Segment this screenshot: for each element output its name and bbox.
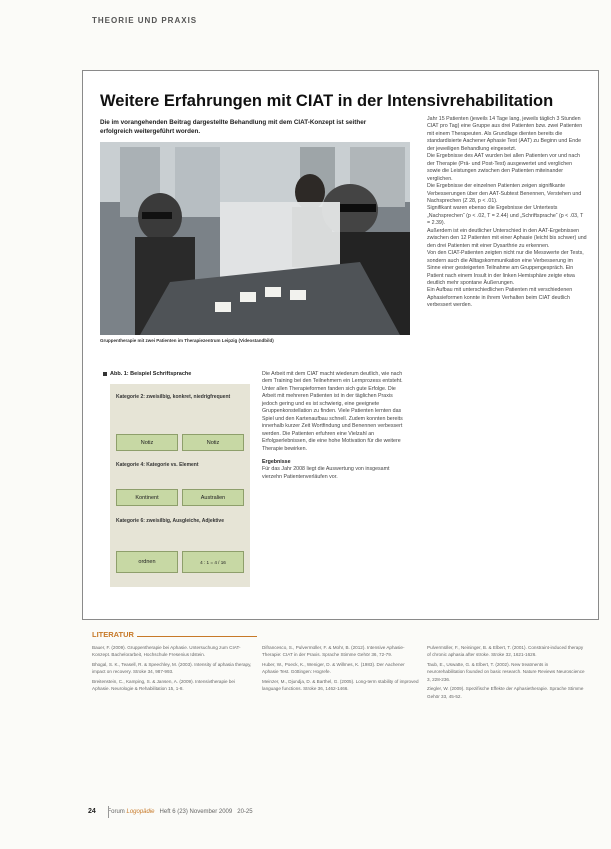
article-lead: Die im vorangehenden Beitrag dargestellte Behandlung mit dem CIAT-Konzept ist seither erfolgreich weitergeführt worden. bbox=[100, 119, 367, 135]
card-cell: Australien bbox=[182, 489, 244, 506]
category-heading: Kategorie 2: zweisilbig, konkret, niedrigfrequent bbox=[116, 394, 231, 400]
page-footer bbox=[88, 808, 253, 815]
paragraph: Die Ergebnisse des AAT wurden bei allen Patienten vor und nach der Therapie (Prä- und Post-Test) ausgewertet und verglichen sowie die Leistungen zwischen den Patienten miteinander verglichen. bbox=[427, 153, 580, 182]
magazine-brand: Logopädie bbox=[126, 809, 155, 815]
figure-label bbox=[103, 371, 191, 377]
card-cell: Notiz bbox=[182, 434, 244, 451]
literature-title: LITERATUR bbox=[92, 630, 134, 639]
paragraph: Jahr 15 Patienten (jeweils 14 Tage lang, jeweils täglich 3 Stunden CIAT pro Tag) eine Gruppe aus drei Patienten bzw. zwei Patienten mit einem Therapeuten. Als Grundlage dienten bereits die standardisierte Aachener Aphasie Test (AAT) zu Beginn und Ende der jeweiligen Behandlung eingesetzt. bbox=[427, 116, 583, 152]
results-heading: Ergebnisse bbox=[262, 458, 291, 465]
issue-info: Heft 6 (23) November 2009 bbox=[159, 809, 233, 815]
card-cell: Notiz bbox=[116, 434, 178, 451]
category-heading: Kategorie 4: Kategorie vs. Element bbox=[116, 462, 199, 468]
footer-divider bbox=[108, 806, 109, 818]
paragraph: Die Arbeit mit dem CIAT macht wiederum deutlich, wie nach dem Training bei den Teilnehmern ein Lernprozess entsteht. Unter allen Therapieformen fanden sich gute Erfolge. Die Arbeit mit mehreren Patienten ist in der täglichen Praxis jedoch gering und es ist schwierig, eine geeignete Gruppenkonstellation zu finden. Viele Patienten lernten das Spiel und den Kartenaufbau schnell. Zudem konnten bereits innerhalb kurzer Zeit Wortfindung und Benennen verbessert werden. Die Patienten erfuhren eine Vielzahl an Erfolgserlebnissen, die eine hohe Motivation für die weitere Therapie bewirken. bbox=[262, 371, 403, 452]
paragraph: Außerdem ist ein deutlicher Unterschied in den AAT-Ergebnissen zwischen den 12 Patienten mit einer Aphasie (leicht bis schwer) und den drei Patienten mit einer Dysarthrie zu erkennen. bbox=[427, 227, 587, 249]
paragraph: Für das Jahr 2008 liegt die Auswertung von insgesamt vierzehn Patientenverläufen vor. bbox=[262, 466, 390, 480]
article-title: Weitere Erfahrungen mit CIAT in der Intensivrehabilitation bbox=[100, 92, 554, 110]
reference: Meinzer, M., Djundja, D. & Barthel, G. (2005). Long-term stability of improved language functions. Stroke 36, 1462-1466. bbox=[262, 678, 419, 692]
page-number: 24 bbox=[88, 808, 96, 815]
paragraph: Signifikant waren ebenso die Ergebnisse der Untertests „Nachsprechen“ (p < .02, T = 2.44) und „Schriftsprache“ (p < .03, T = 2.39). bbox=[427, 205, 584, 227]
magazine-name: Forum bbox=[107, 809, 125, 815]
right-column-text bbox=[427, 116, 587, 310]
paragraph: Von den CIAT-Patienten zeigten nicht nur die Messwerte der Tests, sondern auch die Alltagskommunikation eine Verbesserung im Sinne einer gesteigerten Teilnahme am Gruppengespräch. Ein Patient nach einem Insult in der linken Hemisphäre zeigte etwa deutlich mehr spontane Äußerungen. bbox=[427, 250, 584, 286]
reference: Taub, E., Uswatte, G. & Elbert, T. (2002). New treatments in neurorehabilitation founded on basic research. Nature Reviews Neuroscience 3, 228-236. bbox=[427, 661, 585, 682]
fraction-cell: 4 : 1 = 4 / 16 bbox=[182, 551, 244, 573]
photo-caption: Gruppentherapie mit zwei Patienten im Therapiezentrum Leipzig (Videostandbild) bbox=[100, 338, 274, 343]
category-heading: Kategorie 6: zweisilbig, Ausgleiche, Adjektive bbox=[116, 518, 224, 524]
card-cell: ordnen bbox=[116, 551, 178, 573]
reference: Breitenstein, C., Kamping, S. & Jansen, A. (2009). Intensivtherapie bei Aphasie. Neurologie & Rehabilitation 15, 1-8. bbox=[92, 678, 235, 692]
literature-column-2 bbox=[262, 644, 422, 695]
literature-rule bbox=[137, 636, 257, 637]
figure-box bbox=[110, 384, 250, 587]
reference: Difrancesco, S., Pulvermüller, F. & Mohr, B. (2012). Intensive Aphasie-Therapie: CIAT in der Praxis. Sprache Stimme Gehör 36, 72-79. bbox=[262, 645, 405, 658]
card-cell: Kontinent bbox=[116, 489, 178, 506]
group-therapy-photo bbox=[100, 142, 410, 335]
paragraph: Ein Aufbau mit unterschiedlichen Patienten mit verschiedenen Aphasieformen konnte in ihrem Verhalten beim CIAT deutlich verbessert werden. bbox=[427, 287, 573, 309]
square-bullet-icon bbox=[103, 372, 107, 376]
reference: Ziegler, W. (2009). Spezifische Effekte der Aphasietherapie. Sprache Stimme Gehör 33, 45-52. bbox=[427, 686, 584, 699]
middle-column-text bbox=[262, 371, 407, 481]
reference: Pulvermüller, F., Neininger, B. & Elbert, T. (2001). Constraint-induced therapy of chronic aphasia after stroke. Stroke 32, 1621-1626. bbox=[427, 645, 584, 658]
figure-label-text: Abb. 1: Beispiel Schriftsprache bbox=[110, 371, 192, 377]
page-range: 20-25 bbox=[237, 809, 253, 815]
literature-column-3 bbox=[427, 644, 587, 702]
literature-column-1 bbox=[92, 644, 252, 695]
reference: Huber, W., Poeck, K., Weniger, D. & Willmes, K. (1983). Der Aachener Aphasie Test. Göttingen: Hogrefe. bbox=[262, 661, 405, 675]
reference: Bhogal, S. K., Teasell, R. & Speechley, M. (2003). Intensity of aphasia therapy, impact on recovery. Stroke 34, 987-993. bbox=[92, 661, 252, 675]
photo-illustration bbox=[100, 142, 410, 335]
section-tag: THEORIE UND PRAXIS bbox=[92, 16, 198, 25]
paragraph: Die Ergebnisse der einzelnen Patienten zeigen signifikante Verbesserungen über den AAT-Subtest Benennen, Verstehen und Nachsprechen (Z 28, p < .01). bbox=[427, 183, 582, 204]
reference: Bauer, F. (2009). Gruppentherapie bei Aphasie. Untersuchung zum CIAT-Konzept. Bachelorarbeit, Hochschule Fresenius Idstein. bbox=[92, 645, 241, 658]
